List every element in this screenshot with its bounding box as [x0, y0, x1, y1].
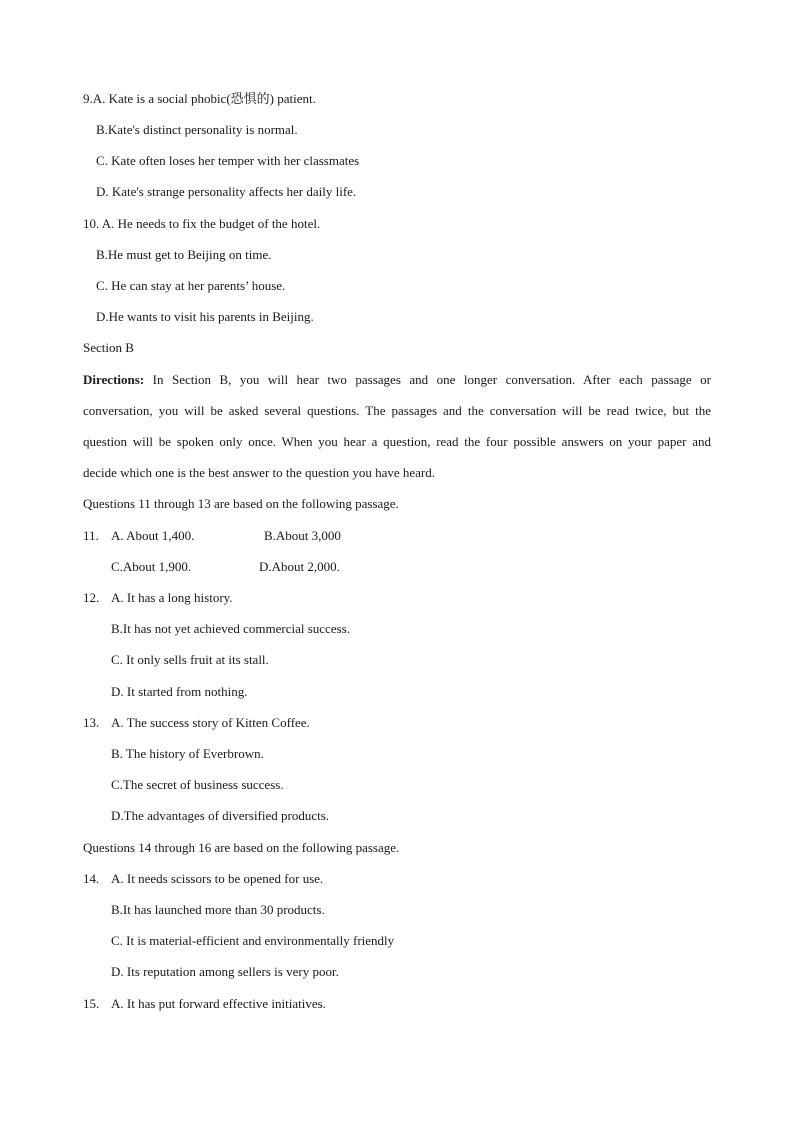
q10-option-c: C. He can stay at her parents’ house.	[96, 278, 286, 293]
directions-line-4: decide which one is the best answer to the question you have heard.	[83, 465, 435, 480]
q12-option-a: A. It has a long history.	[111, 590, 233, 605]
passage-intro-11-13: Questions 11 through 13 are based on the following passage.	[83, 496, 399, 511]
q10-option-d: D.He wants to visit his parents in Beijing.	[96, 309, 314, 324]
q14-option-d: D. Its reputation among sellers is very poor.	[111, 964, 339, 979]
q9-option-d: D. Kate's strange personality affects her daily life.	[96, 184, 357, 199]
section-title: Section B	[83, 340, 134, 355]
q13-number: 13.	[83, 715, 100, 730]
q14-option-a: A. It needs scissors to be opened for use.	[111, 871, 324, 886]
q11-option-b: B.About 3,000	[264, 528, 341, 543]
q12-option-c: C. It only sells fruit at its stall.	[111, 652, 269, 667]
q9-option-c: C. Kate often loses her temper with her classmates	[96, 153, 360, 168]
q14-option-c: C. It is material-efficient and environmentally friendly	[111, 933, 395, 948]
q11-option-c: C.About 1,900.	[111, 559, 192, 574]
q10-option-b: B.He must get to Beijing on time.	[96, 247, 272, 262]
q13-option-c: C.The secret of business success.	[111, 777, 284, 792]
q15-number: 15.	[83, 996, 100, 1011]
q13-option-b: B. The history of Everbrown.	[111, 746, 264, 761]
directions-text-1: In Section B, you will hear two passages and one longer conversation. After each passage or	[152, 372, 712, 387]
directions-line-2: conversation, you will be asked several questions. The passages and the conversation will be read twice, but the	[83, 403, 711, 418]
q9-option-a: 9.A. Kate is a social phobic(恐惧的) patient.	[83, 91, 316, 106]
directions-label: Directions:	[83, 372, 145, 387]
q12-number: 12.	[83, 590, 100, 605]
directions-line-1	[83, 372, 711, 388]
q12-option-b: B.It has not yet achieved commercial success.	[111, 621, 350, 636]
q11-number: 11.	[83, 528, 99, 543]
q13-option-d: D.The advantages of diversified products.	[111, 808, 330, 823]
q11-option-a: A. About 1,400.	[111, 528, 195, 543]
q11-option-d: D.About 2,000.	[259, 559, 340, 574]
q10-option-a: 10. A. He needs to fix the budget of the hotel.	[83, 216, 321, 231]
passage-intro-14-16: Questions 14 through 16 are based on the following passage.	[83, 840, 400, 855]
q13-option-a: A. The success story of Kitten Coffee.	[111, 715, 310, 730]
q9-option-b: B.Kate's distinct personality is normal.	[96, 122, 298, 137]
q14-number: 14.	[83, 871, 100, 886]
directions-line-3: question will be spoken only once. When you hear a question, read the four possible answers on your paper and	[83, 434, 711, 449]
q14-option-b: B.It has launched more than 30 products.	[111, 902, 325, 917]
q15-option-a: A. It has put forward effective initiatives.	[111, 996, 326, 1011]
q12-option-d: D. It started from nothing.	[111, 684, 248, 699]
